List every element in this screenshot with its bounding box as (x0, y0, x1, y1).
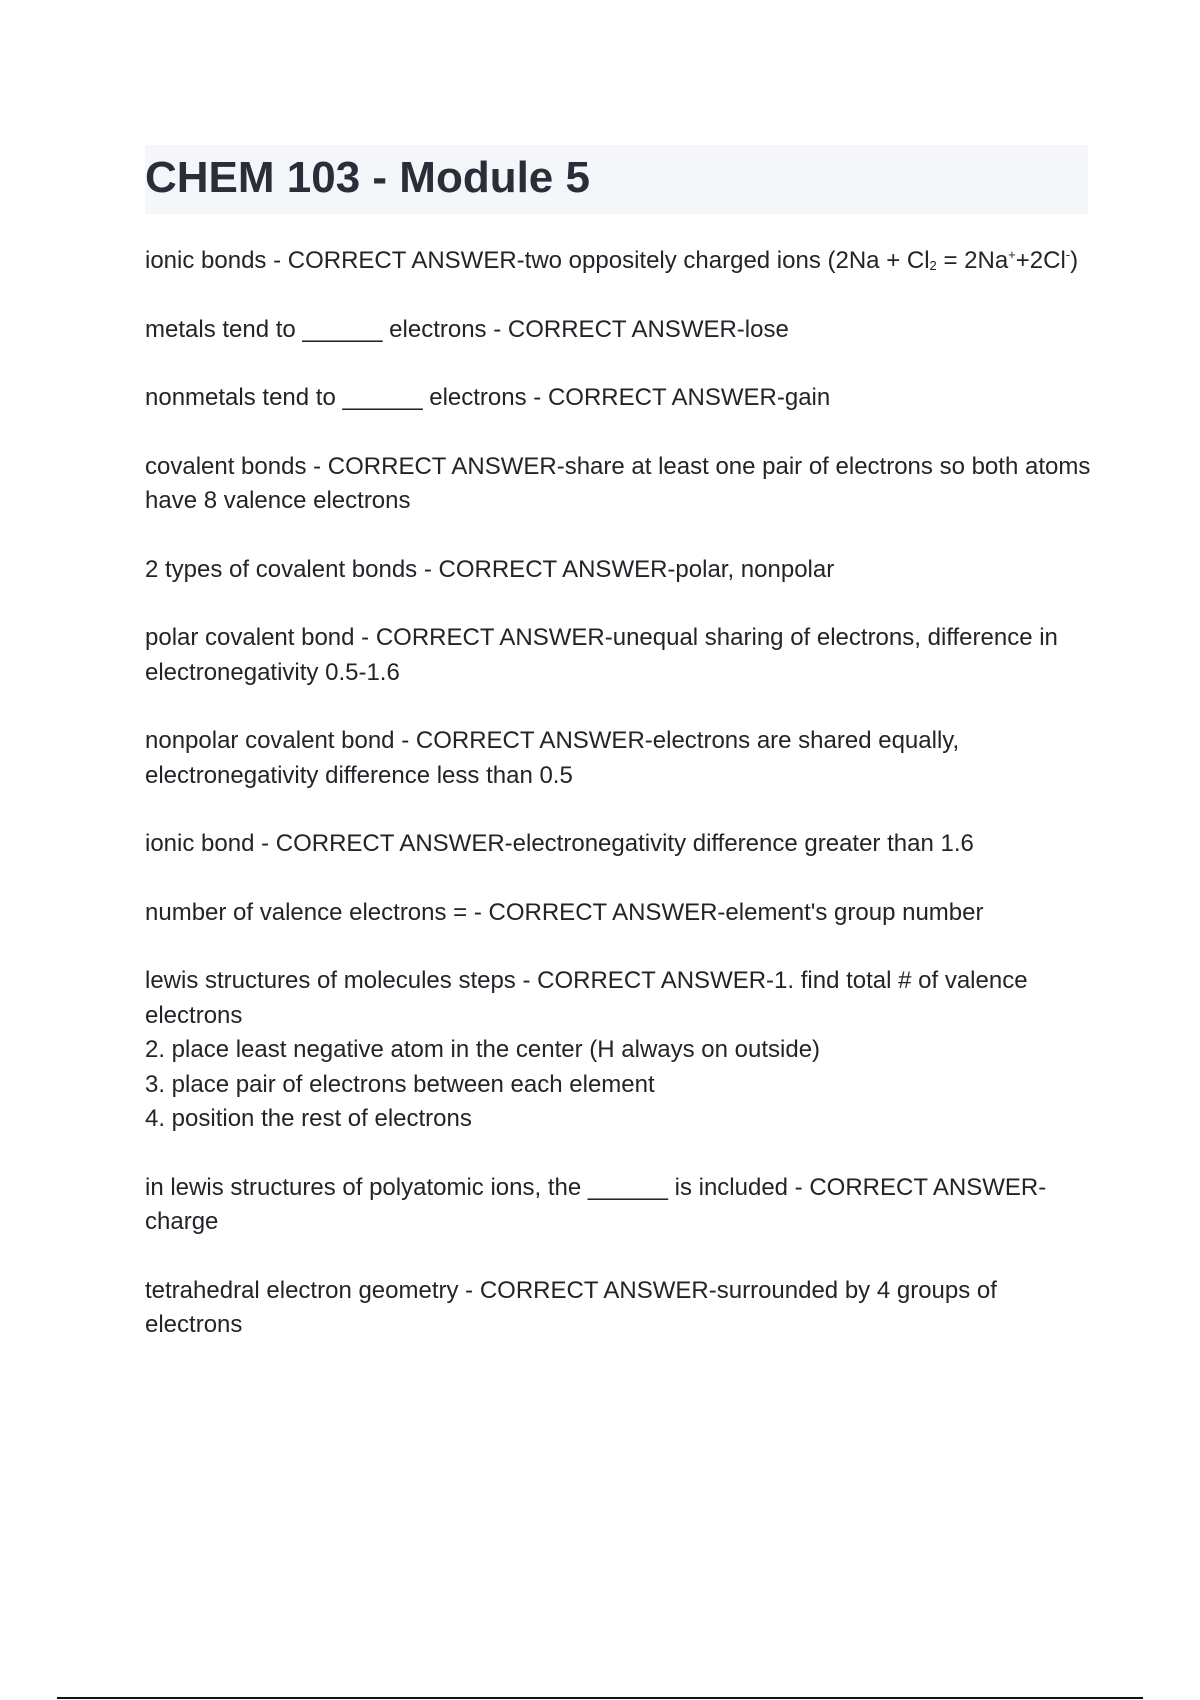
entry-separator: - CORRECT ANSWER- (354, 624, 613, 651)
formula-superscript: + (1008, 247, 1016, 262)
entry-separator: - CORRECT ANSWER- (458, 1276, 717, 1304)
qa-entry (145, 621, 1095, 690)
qa-entry (145, 381, 1095, 416)
entry-separator: - CORRECT ANSWER- (515, 967, 775, 994)
entry-separator: - CORRECT ANSWER- (417, 555, 676, 583)
qa-entry (145, 964, 1095, 1137)
entry-term: metals tend to ______ electrons (145, 315, 487, 343)
document-content (145, 244, 1095, 1377)
entry-answer: charge (145, 1208, 219, 1235)
entry-answer: polar, nonpolar (675, 555, 835, 583)
entry-term: lewis structures of molecules steps (145, 967, 516, 994)
entry-term: ionic bond (145, 830, 255, 857)
entry-term: in lewis structures of polyatomic ions, the ______ is included (145, 1173, 789, 1201)
qa-entry (145, 313, 1095, 348)
entry-answer: electronegativity difference greater than 1.6 (512, 830, 974, 857)
formula-text: two oppositely charged ions (2Na + Cl (524, 247, 930, 274)
entry-term: nonmetals tend to ______ electrons (145, 384, 527, 411)
formula-text: ) (1070, 247, 1079, 274)
qa-entry (145, 724, 1095, 793)
entry-term: polar covalent bond (145, 624, 355, 651)
qa-entry (145, 450, 1095, 519)
page-title: CHEM 103 - Module 5 (145, 153, 590, 202)
entry-term: tetrahedral electron geometry (145, 1276, 459, 1304)
qa-entry (145, 827, 1095, 862)
entry-separator: - CORRECT ANSWER- (467, 898, 726, 926)
formula-text: +2Cl (1015, 247, 1066, 274)
entry-answer: surrounded by 4 groups of electrons (145, 1276, 997, 1338)
entry-separator: - CORRECT ANSWER- (254, 830, 513, 857)
entry-term: 2 types of covalent bonds (145, 555, 418, 583)
qa-entry (145, 553, 1095, 588)
qa-entry (145, 1171, 1095, 1240)
qa-entry (145, 1274, 1095, 1343)
entry-answer (525, 247, 1078, 274)
footer-rule (57, 1697, 1143, 1699)
entry-answer: unequal sharing of electrons, difference in electronegativity 0.5-1.6 (145, 624, 1058, 686)
title-block (145, 145, 1088, 214)
entry-separator: - CORRECT ANSWER- (486, 315, 745, 343)
entry-answer: gain (784, 384, 831, 411)
entry-separator: - CORRECT ANSWER- (306, 452, 565, 480)
entry-separator: - CORRECT ANSWER- (788, 1173, 1047, 1201)
entry-term: nonpolar covalent bond (145, 727, 395, 754)
qa-entry (145, 896, 1095, 931)
entry-answer: electrons are shared equally, electronegativity difference less than 0.5 (145, 727, 960, 789)
entry-separator: - CORRECT ANSWER- (394, 727, 653, 754)
entry-answer: share at least one pair of electrons so both atoms have 8 valence electrons (145, 452, 1091, 514)
entry-separator: - CORRECT ANSWER- (266, 247, 525, 274)
entry-answer: element's group number (725, 898, 984, 926)
entry-separator: - CORRECT ANSWER- (526, 384, 785, 411)
formula-text: = 2Na (936, 247, 1009, 274)
entry-term: ionic bonds (145, 247, 267, 274)
formula-superscript: - (1065, 247, 1071, 262)
entry-term: covalent bonds (145, 452, 307, 480)
formula-subscript: 2 (929, 258, 937, 273)
entry-answer: 1. find total # of valence electrons 2. place least negative atom in the center (H always on outside) 3. place pair of electrons between each element 4. position the rest of electrons (145, 967, 1028, 1132)
qa-entry-ionic-bonds (145, 244, 1095, 279)
entry-term: number of valence electrons = (145, 898, 468, 926)
entry-answer: lose (744, 315, 789, 343)
